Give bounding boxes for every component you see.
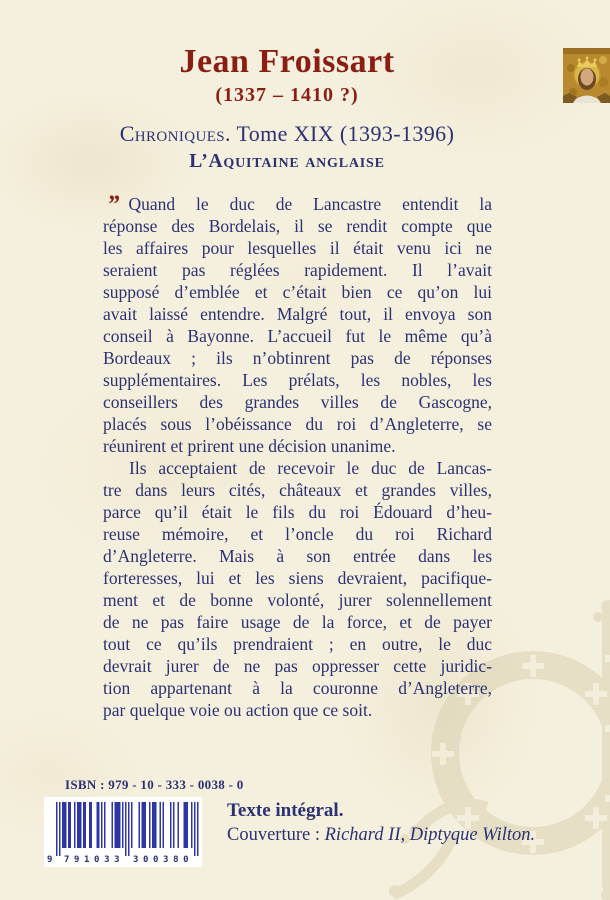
quote-line: conseillers des grandes villes de Gascogne, — [103, 392, 492, 412]
quote-line: tout ce qu’ils prendraient ; en outre, le duc — [103, 634, 492, 654]
quote-line: conseil à Bayonne. L’accueil fut le même qu’à — [103, 326, 492, 346]
quote-line: de ne pas faire usage de la force, et de payer — [103, 612, 492, 632]
svg-text:300380: 300380 — [133, 855, 194, 865]
credit-cover-title: Richard II, Diptyque Wilton. — [324, 825, 536, 845]
barcode-digits — [47, 855, 193, 865]
quote-paragraph — [103, 457, 492, 721]
quote-paragraph — [103, 193, 492, 457]
series-title — [0, 121, 574, 147]
quote-line: tre dans leurs cités, châteaux et grandes villes, — [103, 480, 492, 500]
barcode-bars — [47, 800, 199, 866]
series-title-lead: Chroniques. — [119, 121, 231, 146]
svg-text:791033: 791033 — [64, 855, 125, 865]
quote-line: forteresses, lui et les siens devraient, pacifique- — [103, 568, 492, 588]
quote-line: reuse mémoire, et l’oncle du roi Richard — [103, 524, 492, 544]
quote-line: ” Quand le duc de Lancastre entendit la — [107, 191, 492, 218]
series-title-rest: Tome XIX (1393-1396) — [230, 121, 455, 146]
quote-block — [103, 193, 492, 721]
quote-line: tion appartenant à la couronne d’Angleterre, — [103, 678, 492, 698]
title-block — [0, 44, 574, 173]
credit-cover-line — [227, 823, 535, 847]
svg-text:9: 9 — [47, 855, 53, 865]
author-name: Jean Froissart — [179, 43, 395, 80]
quote-line: avait laissé entendre. Malgré tout, il envoya son — [103, 304, 492, 324]
quote-line: Ils acceptaient de recevoir le duc de Lancas- — [129, 458, 492, 478]
credit-edition: Texte intégral. — [227, 800, 344, 821]
quote-line: ment et de bonne volonté, jurer solennellement — [103, 590, 492, 610]
quote-line: devrait jurer de ne pas oppresser cette juridic- — [103, 656, 492, 676]
credits-block — [227, 799, 535, 847]
quote-line: réponse des Bordelais, il se rendit compte que — [103, 216, 492, 236]
quote-line: supposé d’emblée et c’était bien ce qu’on lui — [103, 282, 492, 302]
quote-line: supplémentaires. Les prélats, les nobles, les — [103, 370, 492, 390]
barcode — [44, 797, 202, 867]
isbn-text: ISBN : 979 - 10 - 333 - 0038 - 0 — [65, 777, 244, 792]
quote-line: parce qu’il était le fils du roi Édouard d’heu- — [103, 502, 492, 522]
series-subtitle: L’Aquitaine anglaise — [189, 151, 385, 172]
quote-line: par quelque voie ou action que ce soit. — [103, 700, 373, 720]
quote-line: les affaires pour lesquelles il était venu ici ne — [103, 238, 492, 258]
quote-line: d’Angleterre. Mais à son entrée dans les — [103, 546, 492, 566]
quote-line: placés sous l’obéissance du roi d’Angleterre, se — [103, 414, 492, 434]
credit-cover-label: Couverture : — [227, 825, 325, 845]
quote-line: seraient pas réglées rapidement. Il l’avait — [103, 260, 492, 280]
quote-line: réunirent et prirent une décision unanime. — [103, 436, 396, 456]
quote-line: Bordeaux ; ils n’obtinrent pas de réponses — [103, 348, 492, 368]
author-dates: (1337 – 1410 ?) — [215, 84, 359, 106]
